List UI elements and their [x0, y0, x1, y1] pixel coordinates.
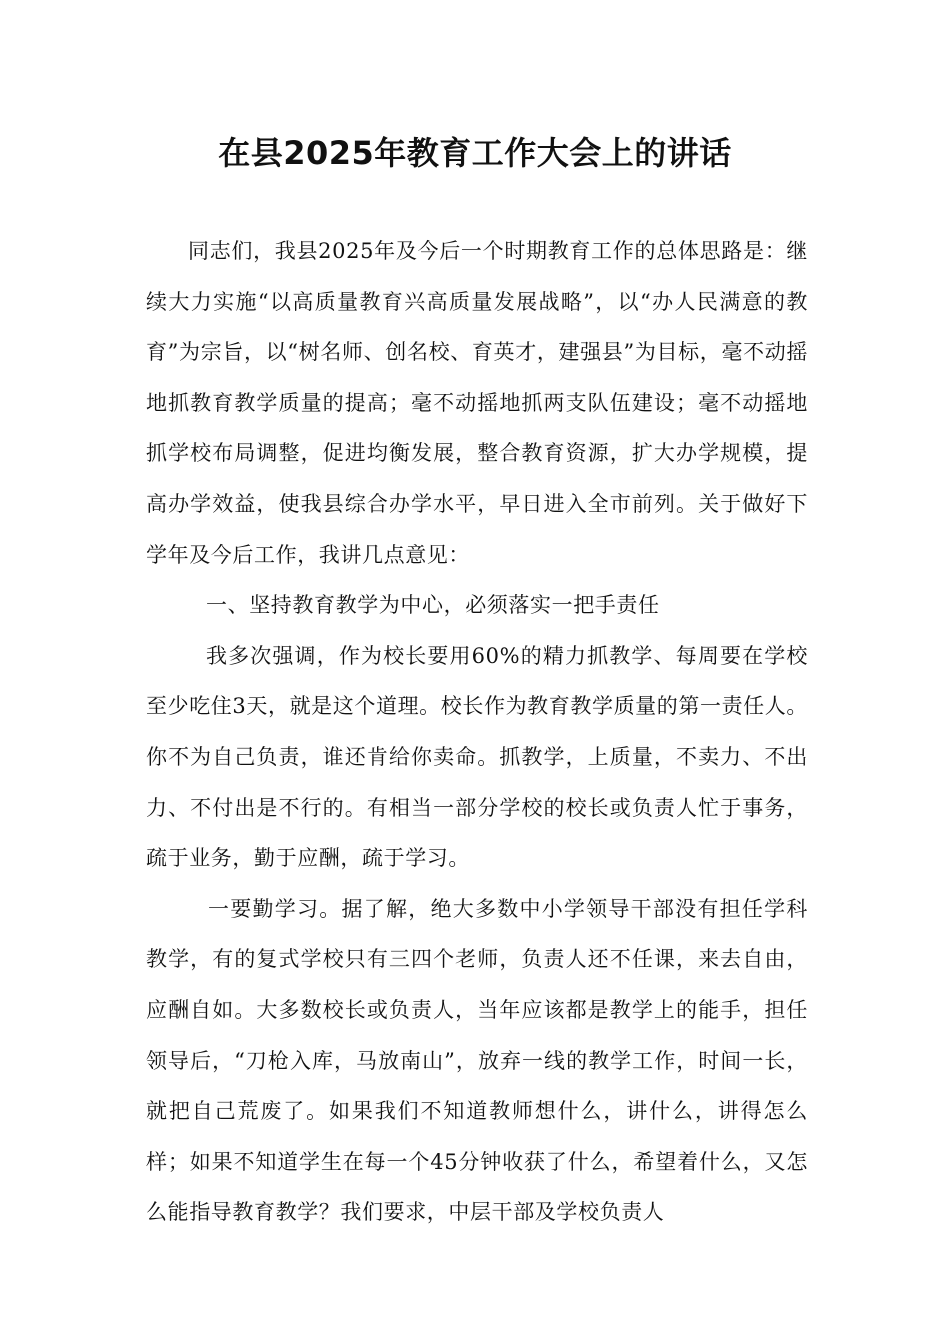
document-title: 在县2025年教育工作大会上的讲话: [218, 134, 732, 172]
section-paragraph: 一要勤学习。据了解，绝大多数中小学领导干部没有担任学科教学，有的复式学校只有三四个老师，负责人还不任课，来去自由，应酬自如。大多数校长或负责人，当年应该都是教学上的能手，担任领导后，“刀枪入库，马放南山”，放弃一线的教学工作，时间一长，就把自己荒废了。如果我们不知道教师想什么，讲什么，讲得怎么样；如果不知道学生在每一个45分钟收获了什么，希望着什么，又怎么能指导教育教学？我们要求，中层干部及学校负责人: [146, 896, 808, 1225]
document-body: [146, 226, 808, 1238]
section-heading: 一、坚持教育教学为中心，必须落实一把手责任: [206, 593, 660, 618]
opening-paragraph: 同志们，我县2025年及今后一个时期教育工作的总体思路是：继续大力实施“以高质量教育兴高质量发展战略”，以“办人民满意的教育”为宗旨，以“树名师、创名校、育英才，建强县”为目标，毫不动摇地抓教育教学质量的提高；毫不动摇地抓两支队伍建设；毫不动摇地抓学校布局调整，促进均衡发展，整合教育资源，扩大办学规模，提高办学效益，使我县综合办学水平，早日进入全市前列。关于做好下学年及今后工作，我讲几点意见：: [146, 239, 808, 567]
section-paragraph: 我多次强调，作为校长要用60%的精力抓教学、每周要在学校至少吃住3天，就是这个道理。校长作为教育教学质量的第一责任人。你不为自己负责，谁还肯给你卖命。抓教学，上质量，不卖力、不出力、不付出是不行的。有相当一部分学校的校长或负责人忙于事务，疏于业务，勤于应酬，疏于学习。: [146, 643, 808, 871]
